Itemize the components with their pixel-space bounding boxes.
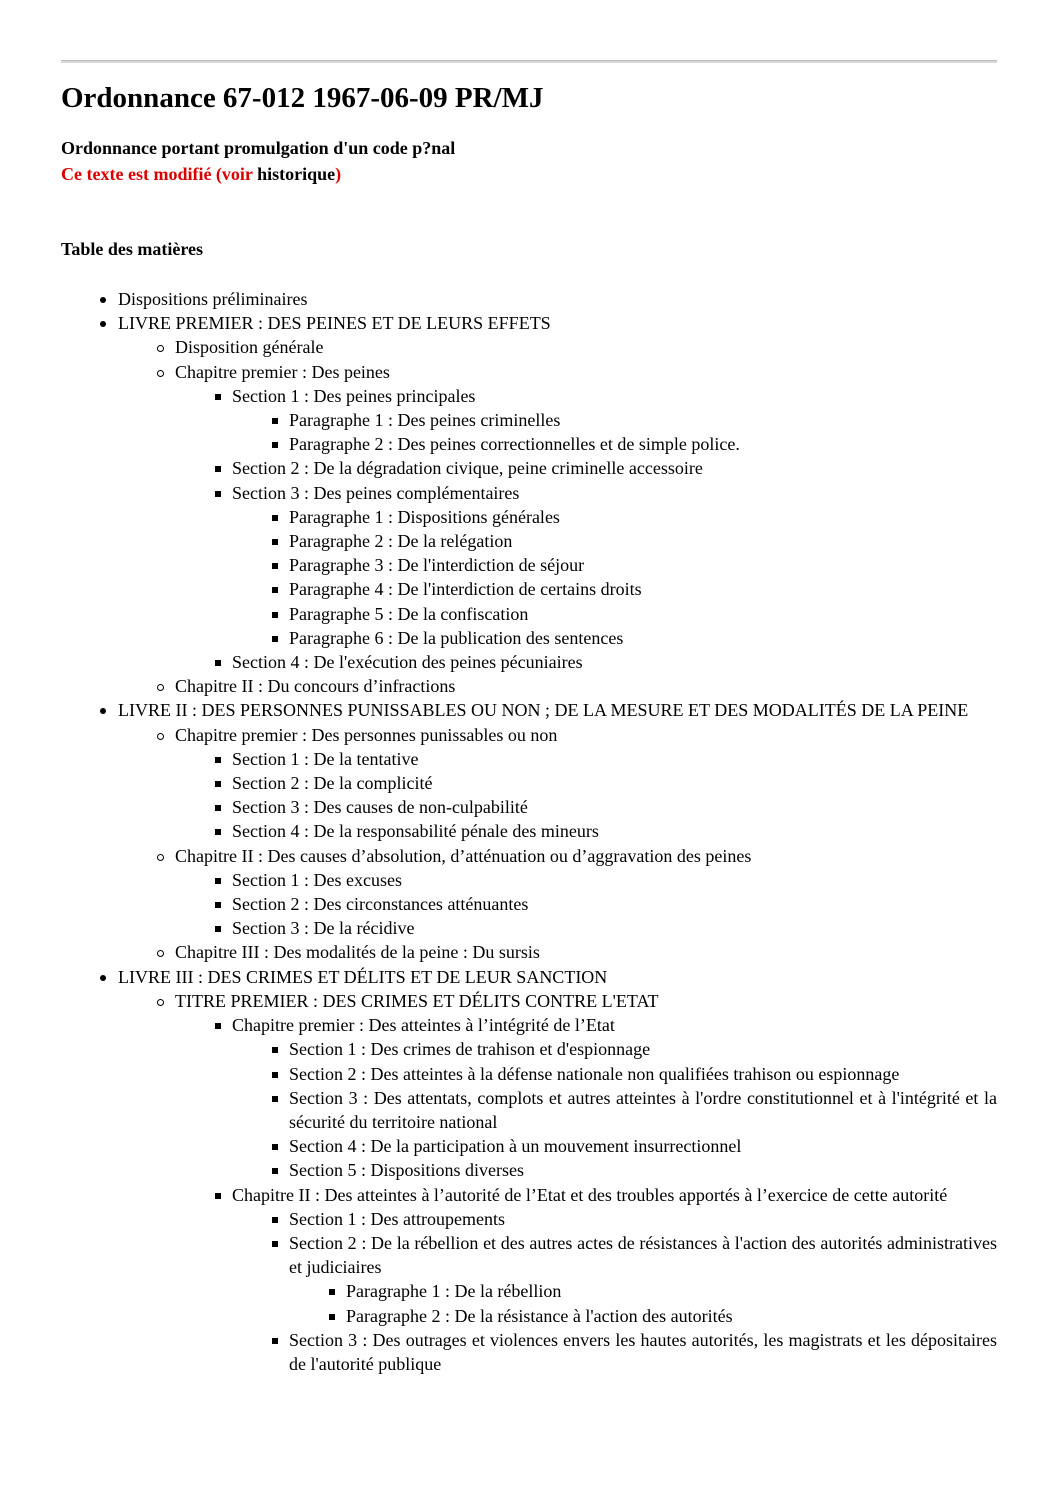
toc-item[interactable] <box>61 1207 997 1231</box>
toc-item-label: Section 3 : Des peines complémentaires <box>232 482 520 503</box>
bullet-icon <box>266 1086 284 1110</box>
bullet-icon <box>152 723 170 747</box>
bullet-icon <box>209 747 227 771</box>
toc-item[interactable] <box>61 989 997 1013</box>
toc-item[interactable] <box>61 384 997 408</box>
toc-item[interactable] <box>61 965 997 989</box>
toc-item-label: LIVRE III : DES CRIMES ET DÉLITS ET DE LEUR SANCTION <box>118 966 608 987</box>
bullet-icon <box>266 577 284 601</box>
bullet-icon <box>209 868 227 892</box>
toc-item[interactable] <box>61 1037 997 1061</box>
toc-item-label: Chapitre premier : Des personnes punissables ou non <box>175 724 558 745</box>
toc-item-label: Chapitre II : Des atteintes à l’autorité de l’Etat et des troubles apportés à l’exercice de cette autorité <box>232 1184 948 1205</box>
bullet-icon <box>152 989 170 1013</box>
toc-item-label: Chapitre premier : Des peines <box>175 361 390 382</box>
toc-item[interactable] <box>61 287 997 311</box>
bullet-icon <box>266 602 284 626</box>
toc-item[interactable] <box>61 674 997 698</box>
toc-item[interactable] <box>61 1086 997 1134</box>
toc-item-label: Section 2 : De la rébellion et des autres actes de résistances à l'action des autorités administratives et judiciaires <box>289 1232 997 1278</box>
toc-item-label: Section 3 : Des attentats, complots et autres atteintes à l'ordre constitutionnel et à l'intégrité et la sécurité du territoire national <box>289 1087 997 1132</box>
toc-item[interactable] <box>61 1231 997 1279</box>
toc-item[interactable] <box>61 529 997 553</box>
toc-item-label: Section 4 : De la responsabilité pénale des mineurs <box>232 821 599 842</box>
toc-item[interactable] <box>61 1158 997 1182</box>
toc-item[interactable] <box>61 481 997 505</box>
bullet-icon <box>266 1158 284 1182</box>
toc-heading: Table des matières <box>61 239 203 259</box>
bullet-icon <box>266 432 284 456</box>
toc-item-label: Section 3 : Des causes de non-culpabilité <box>232 797 528 818</box>
bullet-icon <box>266 1062 284 1086</box>
bullet-icon <box>209 916 227 940</box>
bullet-icon <box>209 819 227 843</box>
toc-item-label: Paragraphe 4 : De l'interdiction de certains droits <box>289 579 642 600</box>
toc-item[interactable] <box>61 1328 997 1376</box>
bullet-icon <box>209 1183 227 1207</box>
bullet-icon <box>209 456 227 480</box>
bullet-icon <box>266 505 284 529</box>
bullet-icon <box>152 844 170 868</box>
toc-item[interactable] <box>61 940 997 964</box>
toc-item-label: Section 1 : Des excuses <box>232 869 402 890</box>
toc-item[interactable] <box>61 844 997 868</box>
bullet-icon <box>266 1037 284 1061</box>
toc-item-label: TITRE PREMIER : DES CRIMES ET DÉLITS CONTRE L'ETAT <box>175 990 659 1011</box>
bullet-icon <box>266 408 284 432</box>
toc-item[interactable] <box>61 795 997 819</box>
toc-item-label: Paragraphe 1 : Dispositions générales <box>289 506 560 527</box>
bullet-icon <box>95 311 113 335</box>
toc-item-label: Section 3 : De la récidive <box>232 918 415 939</box>
toc-item-label: LIVRE II : DES PERSONNES PUNISSABLES OU NON ; DE LA MESURE ET DES MODALITÉS DE LA PEINE <box>118 700 969 721</box>
bullet-icon <box>266 1328 284 1352</box>
toc-item-label: Section 5 : Dispositions diverses <box>289 1160 524 1181</box>
toc-item-label: Paragraphe 2 : De la relégation <box>289 531 513 552</box>
toc-item-label: Section 2 : Des circonstances atténuantes <box>232 894 529 915</box>
toc-item[interactable] <box>61 819 997 843</box>
toc-item-label: Section 2 : De la dégradation civique, peine criminelle accessoire <box>232 458 703 479</box>
bullet-icon <box>209 650 227 674</box>
bullet-icon <box>209 1013 227 1037</box>
toc-item-label: Paragraphe 1 : De la rébellion <box>346 1281 562 1302</box>
toc-item[interactable] <box>61 456 997 480</box>
toc-item[interactable] <box>61 1013 997 1037</box>
toc-item-label: Chapitre premier : Des atteintes à l’intégrité de l’Etat <box>232 1015 615 1036</box>
toc-item[interactable] <box>61 577 997 601</box>
toc-item-label: Section 1 : De la tentative <box>232 748 419 769</box>
bullet-icon <box>266 1207 284 1231</box>
toc-item-label: Section 1 : Des crimes de trahison et d'espionnage <box>289 1039 651 1060</box>
bullet-icon <box>266 1231 284 1255</box>
toc-item[interactable] <box>61 553 997 577</box>
toc-item-label: Section 2 : De la complicité <box>232 773 433 794</box>
toc-item[interactable] <box>61 602 997 626</box>
toc-item[interactable] <box>61 360 997 384</box>
bullet-icon <box>152 335 170 359</box>
document-subtitle: Ordonnance portant promulgation d'un code p?nal <box>61 138 456 158</box>
bullet-icon <box>209 481 227 505</box>
toc-item[interactable] <box>61 698 997 722</box>
toc-item-label: Paragraphe 2 : De la résistance à l'action des autorités <box>346 1305 733 1326</box>
toc-item[interactable] <box>61 723 997 747</box>
toc-item[interactable] <box>61 311 997 335</box>
modified-notice-close: ) <box>335 164 342 184</box>
document-title: Ordonnance 67-012 1967-06-09 PR/MJ <box>61 82 544 114</box>
bullet-icon <box>152 940 170 964</box>
toc-item[interactable] <box>61 1279 997 1303</box>
bullet-icon <box>95 965 113 989</box>
toc-item[interactable] <box>61 626 997 650</box>
bullet-icon <box>323 1279 341 1303</box>
toc-item-label: LIVRE PREMIER : DES PEINES ET DE LEURS EFFETS <box>118 313 551 334</box>
toc-item[interactable] <box>61 771 997 795</box>
toc-item[interactable] <box>61 1134 997 1158</box>
bullet-icon <box>209 384 227 408</box>
toc-item[interactable] <box>61 408 997 432</box>
bullet-icon <box>209 892 227 916</box>
bullet-icon <box>95 287 113 311</box>
bullet-icon <box>152 674 170 698</box>
table-of-contents <box>61 287 997 1376</box>
toc-item[interactable] <box>61 747 997 771</box>
bullet-icon <box>266 1134 284 1158</box>
toc-item-label: Section 4 : De l'exécution des peines pécuniaires <box>232 652 583 673</box>
toc-item[interactable] <box>61 432 997 456</box>
toc-item[interactable] <box>61 1062 997 1086</box>
bullet-icon <box>266 529 284 553</box>
toc-item-label: Section 2 : Des atteintes à la défense nationale non qualifiées trahison ou espionnage <box>289 1063 900 1084</box>
toc-item-label: Chapitre III : Des modalités de la peine : Du sursis <box>175 942 540 963</box>
toc-item-label: Paragraphe 2 : Des peines correctionnelles et de simple police. <box>289 434 740 455</box>
bullet-icon <box>209 771 227 795</box>
top-divider <box>61 60 997 63</box>
bullet-icon <box>323 1304 341 1328</box>
toc-item-label: Paragraphe 1 : Des peines criminelles <box>289 410 561 431</box>
bullet-icon <box>266 553 284 577</box>
toc-item[interactable] <box>61 650 997 674</box>
toc-item-label: Section 1 : Des attroupements <box>289 1208 505 1229</box>
modified-notice-text: Ce texte est modifié (voir <box>61 164 258 184</box>
bullet-icon <box>266 626 284 650</box>
toc-item-label: Section 3 : Des outrages et violences envers les hautes autorités, les magistrats et les dépositaires de l'autorité publique <box>289 1329 997 1374</box>
toc-item[interactable] <box>61 505 997 529</box>
toc-item-label: Section 1 : Des peines principales <box>232 385 476 406</box>
toc-item-label: Paragraphe 5 : De la confiscation <box>289 603 529 624</box>
toc-item[interactable] <box>61 868 997 892</box>
toc-item-label: Disposition générale <box>175 337 324 358</box>
toc-item-label: Chapitre II : Du concours d’infractions <box>175 676 456 697</box>
historique-link[interactable]: historique <box>257 164 336 184</box>
bullet-icon <box>209 795 227 819</box>
bullet-icon <box>152 360 170 384</box>
toc-item-label: Paragraphe 3 : De l'interdiction de séjour <box>289 555 585 576</box>
toc-item[interactable] <box>61 892 997 916</box>
toc-item-label: Section 4 : De la participation à un mouvement insurrectionnel <box>289 1136 742 1157</box>
toc-item-label: Dispositions préliminaires <box>118 289 308 309</box>
toc-item-label: Paragraphe 6 : De la publication des sentences <box>289 627 624 648</box>
toc-item[interactable] <box>61 916 997 940</box>
bullet-icon <box>95 698 113 722</box>
modified-notice <box>61 162 341 186</box>
toc-item[interactable] <box>61 1304 997 1328</box>
toc-item[interactable] <box>61 335 997 359</box>
toc-item[interactable] <box>61 1183 997 1207</box>
toc-item-label: Chapitre II : Des causes d’absolution, d’atténuation ou d’aggravation des peines <box>175 845 752 866</box>
